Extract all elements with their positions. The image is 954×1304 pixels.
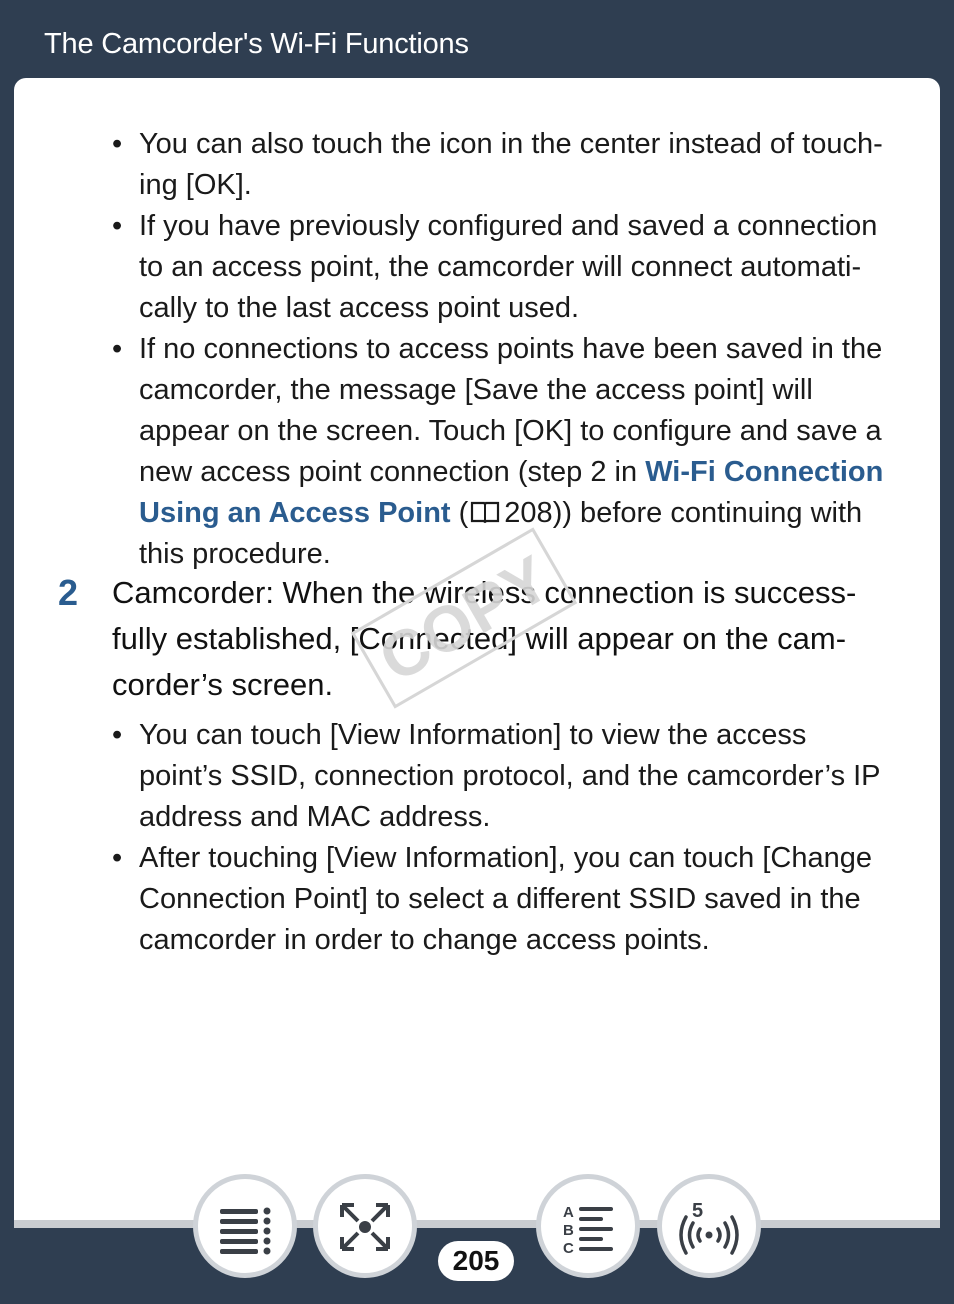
wifi-connection-link[interactable]: Wi-Fi Connection: [645, 456, 884, 488]
header-title: The Camcorder's Wi-Fi Functions: [44, 28, 469, 60]
contents-button[interactable]: [193, 1174, 297, 1278]
page-reference[interactable]: 208: [504, 497, 553, 529]
text-line: If no connections to access points have been saved in the: [139, 333, 883, 365]
bullet-dot: •: [112, 128, 123, 160]
alphabetical-index-icon: [541, 1179, 635, 1273]
text-line: to an access point, the camcorder will connect automati-: [139, 251, 862, 283]
text-line: point’s SSID, connection protocol, and the camcorder’s IP: [139, 760, 881, 792]
text-line: You can also touch the icon in the center instead of touch-: [139, 128, 883, 160]
text-line: camcorder, the message [Save the access point] will: [139, 374, 813, 406]
bullet-dot: •: [112, 210, 123, 242]
page-content: [14, 78, 940, 1224]
text-line: ing [OK].: [139, 169, 252, 201]
note-bullet-2: [112, 206, 932, 329]
text-line: fully established, [Connected] will appear on the cam-: [112, 621, 847, 656]
index-letter-c: C: [563, 1240, 574, 1257]
page-number: 205: [438, 1241, 514, 1281]
index-letter-b: B: [563, 1222, 574, 1239]
wifi-icon: [662, 1179, 756, 1273]
wifi-badge: 5: [692, 1200, 704, 1222]
note-bullet-3: [112, 329, 932, 575]
text-line: address and MAC address.: [139, 801, 491, 833]
note-bullet-5: [112, 838, 932, 961]
watermark-text: COPY: [367, 541, 562, 696]
note-bullet-4: [112, 715, 932, 838]
text-line: [112, 452, 932, 493]
bullet-dot: •: [112, 719, 123, 751]
text-line: After touching [View Information], you can touch [Change: [139, 842, 872, 874]
index-button[interactable]: [536, 1174, 640, 1278]
text-line: If you have previously configured and saved a connection: [139, 210, 878, 242]
text-line: [112, 493, 932, 534]
text-fragment: (: [450, 497, 469, 529]
fullscreen-button[interactable]: [313, 1174, 417, 1278]
bullet-dot: •: [112, 842, 123, 874]
text-line: Connection Point] to select a different SSID saved in the: [139, 883, 861, 915]
note-bullet-1: [112, 124, 932, 206]
footer-strip: [14, 1220, 940, 1228]
text-line: this procedure.: [139, 538, 331, 570]
bullet-dot: •: [112, 333, 123, 365]
text-line: camcorder in order to change access points.: [139, 924, 710, 956]
text-line: corder’s screen.: [112, 667, 334, 702]
step-number: 2: [58, 572, 79, 613]
contents-list-icon: [198, 1179, 292, 1273]
text-fragment: )) before continuing with: [552, 497, 863, 529]
text-line: Camcorder: When the wireless connection is success-: [112, 575, 857, 610]
text-line: You can touch [View Information] to view the access: [139, 719, 807, 751]
text-line: cally to the last access point used.: [139, 292, 580, 324]
text-line: appear on the screen. Touch [OK] to configure and save a: [139, 415, 882, 447]
index-letter-a: A: [563, 1204, 574, 1221]
expand-arrows-icon: [318, 1179, 412, 1273]
step-text: [112, 570, 932, 708]
wifi-button[interactable]: [657, 1174, 761, 1278]
access-point-link[interactable]: Using an Access Point: [139, 497, 451, 529]
text-fragment: new access point connection (step 2 in: [139, 456, 646, 488]
book-icon: [470, 499, 500, 525]
